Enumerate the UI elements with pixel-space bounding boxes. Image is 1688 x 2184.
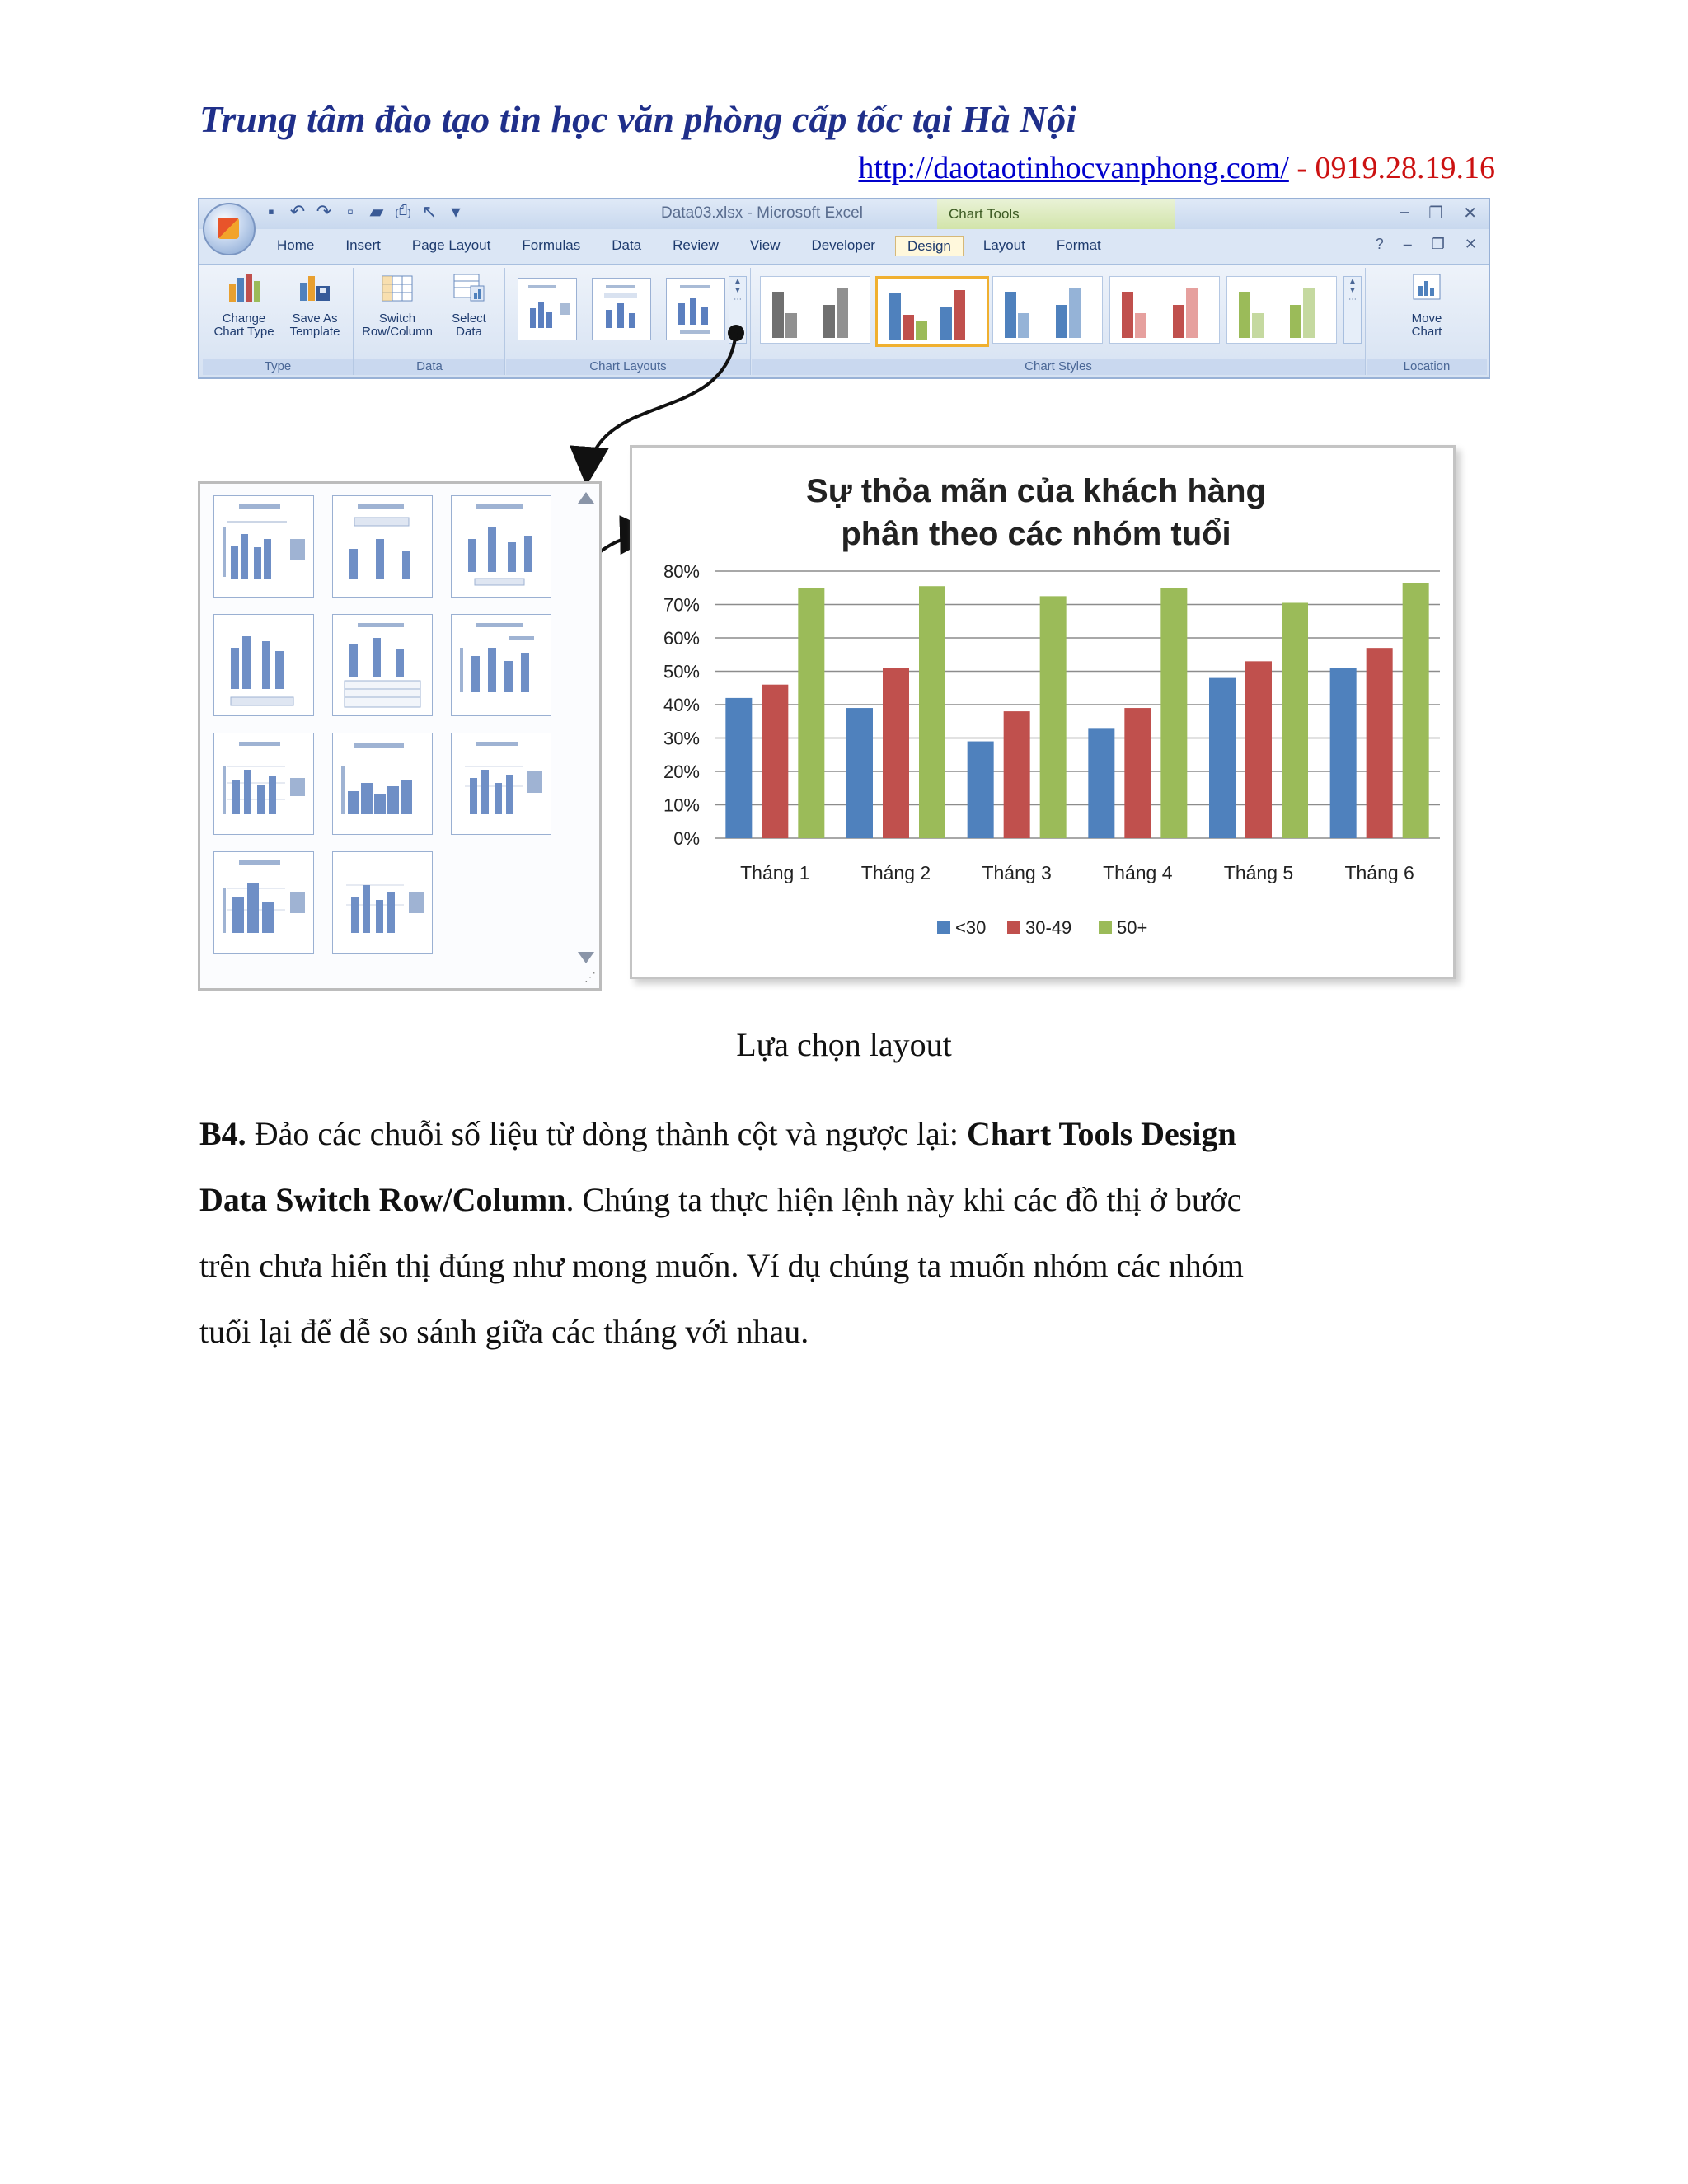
gallery-layout-1[interactable] bbox=[213, 495, 314, 598]
x-tick-label: Tháng 3 bbox=[982, 862, 1052, 883]
bar bbox=[1330, 668, 1357, 838]
x-tick-label: Tháng 2 bbox=[860, 862, 931, 883]
move-chart-label-2: Chart bbox=[1411, 325, 1442, 339]
new-file-icon[interactable]: ▫ bbox=[347, 201, 354, 222]
paragraph-text-1: Đảo các chuỗi số liệu từ dòng thành cột và ngược lại: bbox=[246, 1115, 967, 1152]
close-icon[interactable]: ✕ bbox=[1463, 204, 1477, 223]
bar bbox=[1088, 728, 1114, 838]
location-group-label: Location bbox=[1367, 359, 1487, 375]
chart-tools-context-label: Chart Tools bbox=[937, 199, 1175, 229]
gallery-resize-grip-icon[interactable]: ⋰ bbox=[584, 972, 596, 984]
type-group-label: Type bbox=[203, 359, 353, 375]
restore-icon[interactable]: ❐ bbox=[1428, 204, 1444, 223]
contact-separator: - bbox=[1288, 151, 1315, 185]
y-tick-label: 50% bbox=[663, 661, 700, 682]
gallery-layout-10-icon bbox=[214, 852, 313, 953]
gallery-layout-5-icon bbox=[333, 615, 432, 715]
gallery-layout-8-icon bbox=[333, 733, 432, 834]
legend-label: <30 bbox=[955, 917, 987, 938]
chart-preview bbox=[630, 445, 1456, 979]
help-icon[interactable]: ? bbox=[1375, 236, 1384, 252]
bar bbox=[725, 698, 752, 838]
gallery-layout-7[interactable] bbox=[213, 733, 314, 835]
gallery-layout-6[interactable] bbox=[451, 614, 551, 716]
website-link[interactable]: http://daotaotinhocvanphong.com/ bbox=[858, 151, 1289, 185]
gallery-layout-5[interactable] bbox=[332, 614, 433, 716]
tab-format[interactable]: Format bbox=[1056, 237, 1101, 253]
select-cursor-icon[interactable]: ↖ bbox=[421, 201, 438, 222]
gallery-layout-11[interactable] bbox=[332, 851, 433, 954]
chart-layouts-scroll[interactable]: ▲ ▼ ⋯ bbox=[729, 276, 747, 344]
move-chart-label-1: Move bbox=[1411, 312, 1442, 326]
chart-styles-group-label: Chart Styles bbox=[752, 359, 1365, 375]
workbook-minimize-icon[interactable]: – bbox=[1403, 236, 1412, 252]
gallery-layout-10[interactable] bbox=[213, 851, 314, 954]
print-icon[interactable]: ⎙ bbox=[396, 201, 410, 222]
bar bbox=[1124, 708, 1151, 838]
bar bbox=[798, 588, 824, 838]
legend-swatch bbox=[1099, 921, 1112, 934]
bar bbox=[1403, 583, 1429, 838]
y-tick-label: 30% bbox=[663, 728, 700, 749]
chart-layout-gallery bbox=[198, 481, 602, 991]
tab-formulas[interactable]: Formulas bbox=[522, 237, 581, 253]
switch-row-column-label-2: Row/Column bbox=[362, 325, 433, 339]
tab-review[interactable]: Review bbox=[673, 237, 719, 253]
document-title: Trung tâm đào tạo tin học văn phòng cấp tốc tại Hà Nội bbox=[199, 98, 1077, 140]
gallery-scrollbar[interactable] bbox=[576, 492, 596, 963]
gallery-layout-1-icon bbox=[214, 496, 313, 597]
bar bbox=[1282, 602, 1308, 838]
tab-page-layout[interactable]: Page Layout bbox=[411, 237, 491, 253]
chart-legend bbox=[937, 917, 1147, 938]
gallery-layout-9-icon bbox=[452, 733, 551, 834]
workbook-restore-icon[interactable]: ❐ bbox=[1431, 236, 1445, 252]
step-label: B4. bbox=[199, 1115, 246, 1152]
tab-home[interactable]: Home bbox=[277, 237, 315, 253]
y-tick-label: 0% bbox=[673, 828, 700, 849]
bar bbox=[762, 685, 788, 838]
y-tick-label: 10% bbox=[663, 794, 700, 816]
legend-label: 30-49 bbox=[1025, 917, 1072, 938]
change-chart-type-label-2: Chart Type bbox=[213, 325, 274, 339]
paragraph-line-4: tuổi lại để dễ so sánh giữa các tháng với nhau. bbox=[199, 1313, 809, 1350]
chart-tools-path: Chart Tools bbox=[966, 1115, 1142, 1152]
legend-label: 50+ bbox=[1117, 917, 1148, 938]
save-icon[interactable]: ▪ bbox=[268, 201, 274, 222]
gallery-scroll-up-icon[interactable] bbox=[578, 492, 594, 504]
bar bbox=[1160, 588, 1187, 838]
x-tick-label: Tháng 1 bbox=[740, 862, 810, 883]
y-tick-label: 20% bbox=[663, 762, 700, 782]
switch-row-column-path: Switch Row/Column bbox=[275, 1181, 566, 1218]
customize-toolbar-icon[interactable]: ▾ bbox=[451, 201, 461, 222]
undo-icon[interactable]: ↶ bbox=[289, 201, 306, 222]
x-tick-label: Tháng 6 bbox=[1344, 862, 1414, 883]
gallery-layout-6-icon bbox=[452, 615, 551, 715]
bar bbox=[1209, 678, 1236, 838]
paragraph-text-2: . Chúng ta thực hiện lệnh này khi các đồ thị ở bước bbox=[565, 1181, 1242, 1218]
chart-layouts-group-label: Chart Layouts bbox=[506, 359, 750, 375]
bar bbox=[919, 586, 945, 838]
design-path: Design bbox=[1141, 1115, 1236, 1152]
y-tick-label: 60% bbox=[663, 628, 700, 649]
redo-icon[interactable]: ↷ bbox=[316, 201, 332, 222]
bar bbox=[1004, 711, 1030, 838]
legend-swatch bbox=[937, 921, 950, 934]
tab-design[interactable]: Design bbox=[895, 236, 964, 256]
x-axis-ticks bbox=[740, 862, 1414, 883]
y-tick-label: 70% bbox=[663, 594, 700, 616]
gallery-layout-3[interactable] bbox=[451, 495, 551, 598]
window-title: Data03.xlsx - Microsoft Excel bbox=[661, 204, 863, 222]
gallery-layout-9[interactable] bbox=[451, 733, 551, 835]
chart-title-line-1: Sự thỏa mãn của khách hàng bbox=[806, 473, 1266, 509]
gallery-layout-4-icon bbox=[214, 615, 313, 715]
paragraph-line-1 bbox=[199, 1101, 1502, 1167]
x-tick-label: Tháng 4 bbox=[1103, 862, 1173, 883]
bar-chart bbox=[632, 448, 1453, 977]
data-path: Data bbox=[199, 1181, 276, 1218]
tab-developer[interactable]: Developer bbox=[811, 237, 875, 253]
paragraph-line-2 bbox=[199, 1167, 1502, 1233]
legend-swatch bbox=[1007, 921, 1020, 934]
bar bbox=[968, 742, 994, 838]
y-tick-label: 80% bbox=[663, 561, 700, 582]
tab-data[interactable]: Data bbox=[612, 237, 642, 253]
y-tick-label: 40% bbox=[663, 695, 700, 715]
select-data-label-2: Data bbox=[456, 325, 482, 339]
gallery-layout-2-icon bbox=[333, 496, 432, 597]
bar bbox=[846, 708, 873, 838]
gallery-layout-7-icon bbox=[214, 733, 313, 834]
select-data-label-1: Select bbox=[452, 312, 486, 326]
workbook-close-icon[interactable]: ✕ bbox=[1464, 236, 1477, 252]
gallery-layout-2[interactable] bbox=[332, 495, 433, 598]
tab-insert[interactable]: Insert bbox=[345, 237, 381, 253]
bar bbox=[883, 668, 909, 838]
chart-bars bbox=[725, 583, 1428, 838]
gallery-layout-11-icon bbox=[333, 852, 432, 953]
open-folder-icon[interactable]: ▰ bbox=[369, 201, 384, 222]
data-group-label: Data bbox=[354, 359, 504, 375]
bar bbox=[1040, 596, 1067, 838]
tab-layout[interactable]: Layout bbox=[982, 237, 1025, 253]
phone-number: 0919.28.19.16 bbox=[1315, 151, 1495, 185]
change-chart-type-label-1: Change bbox=[222, 312, 266, 326]
chart-title-line-2: phân theo các nhóm tuổi bbox=[841, 516, 1231, 552]
x-tick-label: Tháng 5 bbox=[1223, 862, 1294, 883]
gallery-scroll-down-icon[interactable] bbox=[578, 952, 594, 963]
minimize-icon[interactable]: – bbox=[1400, 203, 1409, 221]
save-as-template-label-1: Save As bbox=[292, 312, 338, 326]
save-as-template-label-2: Template bbox=[289, 325, 340, 339]
chart-styles-scroll[interactable]: ▲ ▼ ⋯ bbox=[1343, 276, 1362, 344]
bar bbox=[1245, 661, 1272, 838]
gallery-layout-3-icon bbox=[452, 496, 551, 597]
gallery-layout-8[interactable] bbox=[332, 733, 433, 835]
figure-caption: Lựa chọn layout bbox=[736, 1026, 952, 1063]
switch-row-column-label-1: Switch bbox=[378, 312, 416, 326]
tab-view[interactable]: View bbox=[749, 237, 781, 253]
bar bbox=[1367, 648, 1393, 838]
paragraph-line-3: trên chưa hiển thị đúng như mong muốn. Ví dụ chúng ta muốn nhóm các nhóm bbox=[199, 1247, 1244, 1284]
y-axis-ticks bbox=[663, 561, 700, 849]
gallery-layout-4[interactable] bbox=[213, 614, 314, 716]
